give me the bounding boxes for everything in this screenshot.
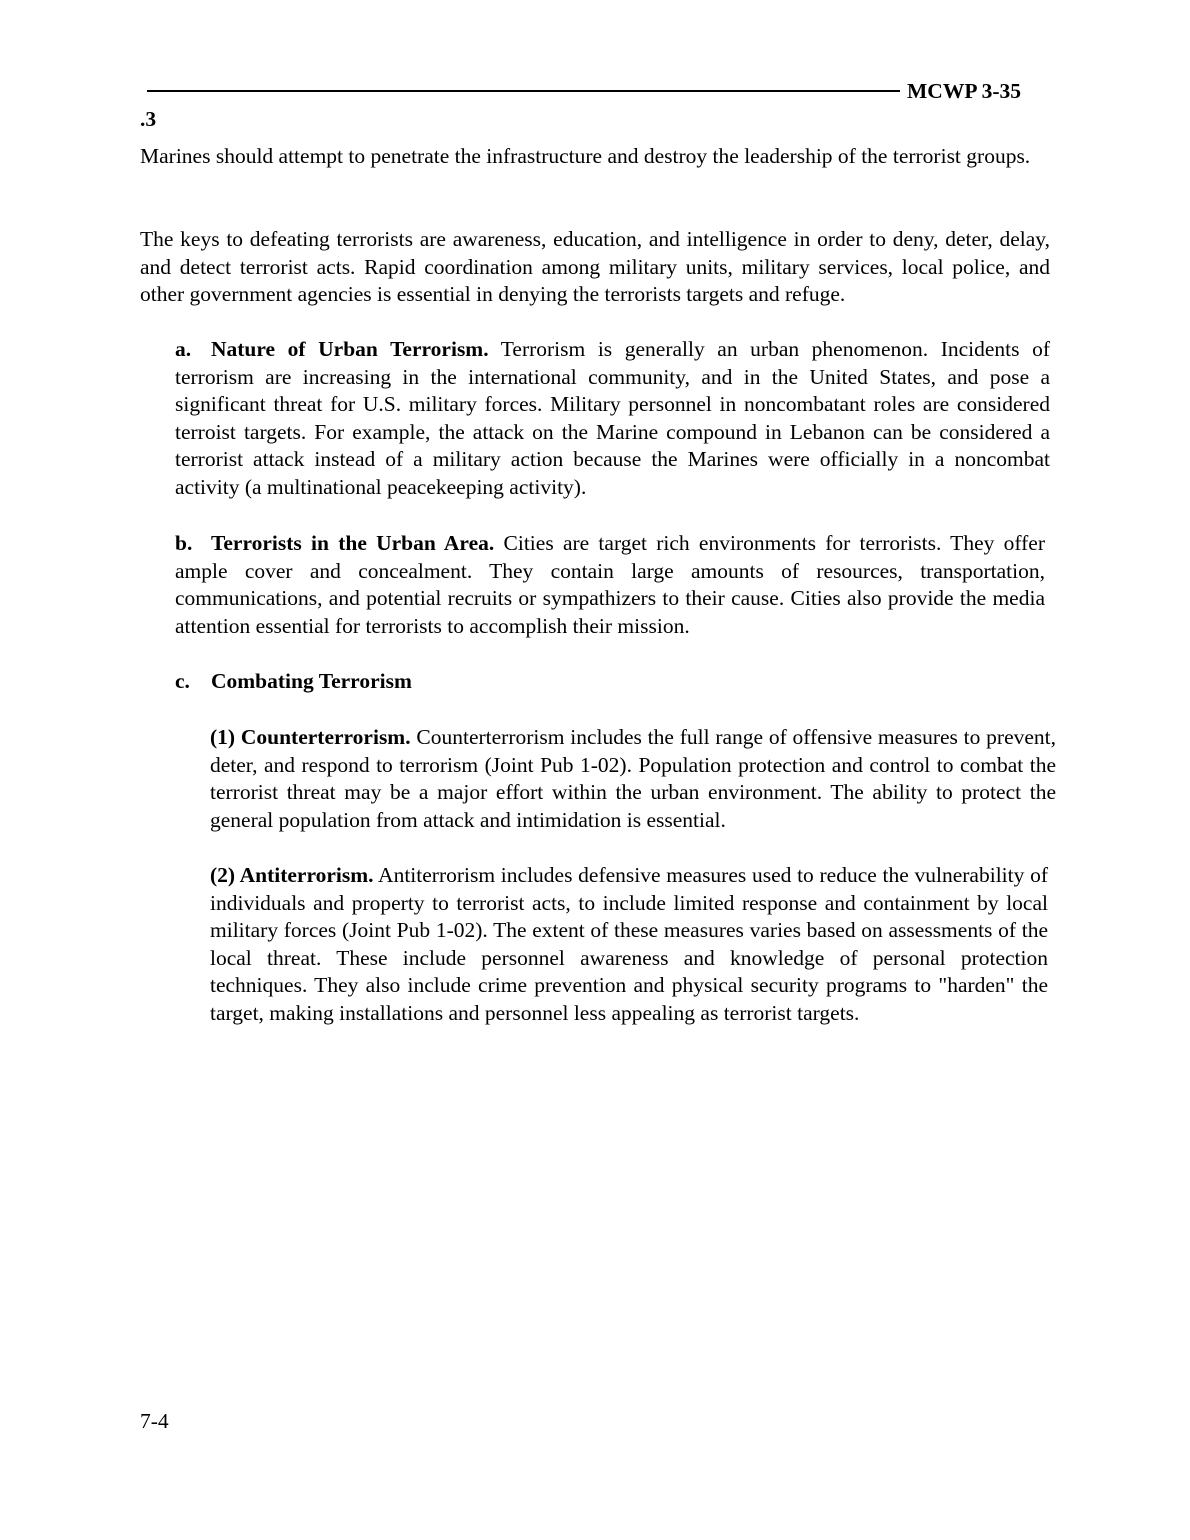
header-rule bbox=[147, 90, 900, 92]
paragraph-marker-c: c. bbox=[175, 669, 190, 693]
paragraph-body-c2: Antiterrorism includes defensive measures used to reduce the vulnerability of individuals and property to terrorist acts, to include limited response and containment by local military forces (Joint Pub 1-02). The extent of these measures varies based on assessments of the local threat. These include personnel awareness and knowledge of personal protection techniques. They also include crime prevention and physical security programs to "harden" the target, making installations and personnel less appealing as terrorist targets. bbox=[210, 863, 1048, 1025]
document-id: MCWP 3-35 bbox=[907, 79, 1022, 103]
paragraph-heading-c2: (2) Antiterrorism. bbox=[210, 863, 374, 887]
paragraph-heading-c1: (1) Counterterrorism. bbox=[210, 725, 411, 749]
paragraph-combating-terrorism bbox=[175, 668, 1045, 696]
paragraph-nature-of-urban-terrorism bbox=[175, 336, 1050, 501]
paragraph-counterterrorism bbox=[210, 724, 1056, 834]
paragraph-heading-c: Combating Terrorism bbox=[211, 669, 412, 693]
paragraph-body-b: Cities are target rich environments for terrorists. They offer ample cover and concealment. They contain large amounts of resources, transportation, communications, and potential recruits or sympathizers to their cause. Cities also provide the media attention essential for terrorists to accomplish their mission. bbox=[175, 531, 1045, 638]
intro-paragraph-1: Marines should attempt to penetrate the infrastructure and destroy the leadership of the terrorist groups. bbox=[140, 144, 1031, 168]
paragraph-heading-a: Nature of Urban Terrorism. bbox=[211, 337, 489, 361]
paragraph-heading-b: Terrorists in the Urban Area. bbox=[211, 531, 495, 555]
paragraph-body-a: Terrorism is generally an urban phenomenon. Incidents of terrorism are increasing in the international community, and in the United States, and pose a significant threat for U.S. military forces. Military personnel in noncombatant roles are considered terroist targets. For example, the attack on the Marine compound in Lebanon can be considered a terrorist attack instead of a military action because the Marines were officially in a noncombat activity (a multinational peacekeeping activity). bbox=[175, 337, 1050, 499]
page-number: 7-4 bbox=[140, 1409, 169, 1433]
paragraph-body-c1: Counterterrorism includes the full range of offensive measures to prevent, deter, and respond to terrorism (Joint Pub 1-02). Population protection and control to combat the terrorist threat may be a major effort within the urban environment. The ability to protect the general population from attack and intimidation is essential. bbox=[210, 725, 1057, 832]
paragraph-antiterrorism bbox=[210, 862, 1048, 1027]
paragraph-terrorists-in-urban-area bbox=[175, 530, 1045, 640]
intro-paragraph-2: The keys to defeating terrorists are awareness, education, and intelligence in order to deny, deter, delay, and detect terrorist acts. Rapid coordination among military units, military services, local police, and other government agencies is essential in denying the terrorists targets and refuge. bbox=[140, 227, 1050, 306]
paragraph-marker-a: a. bbox=[175, 337, 192, 361]
section-number: .3 bbox=[140, 107, 157, 131]
paragraph-marker-b: b. bbox=[175, 531, 193, 555]
